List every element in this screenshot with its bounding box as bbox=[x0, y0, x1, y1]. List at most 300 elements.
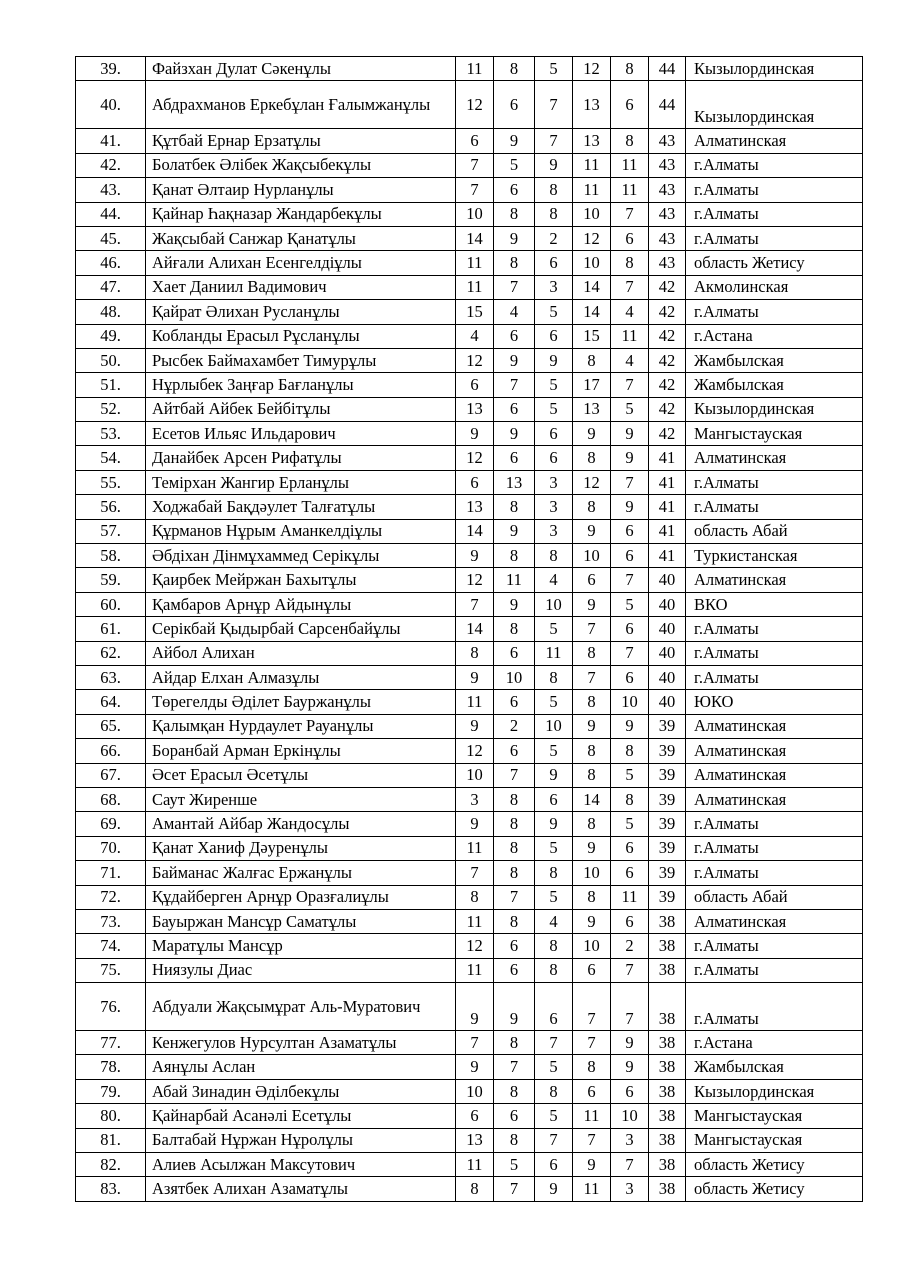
participant-name: Есетов Ильяс Ильдарович bbox=[146, 422, 456, 446]
row-number: 52. bbox=[76, 397, 146, 421]
task-score-2: 9 bbox=[494, 592, 535, 616]
table-row bbox=[76, 397, 863, 421]
task-score-4: 11 bbox=[573, 153, 611, 177]
region: Туркистанская bbox=[686, 544, 863, 568]
row-number: 60. bbox=[76, 592, 146, 616]
task-score-5: 10 bbox=[611, 690, 649, 714]
row-number: 73. bbox=[76, 909, 146, 933]
task-score-5: 11 bbox=[611, 324, 649, 348]
table-row bbox=[76, 544, 863, 568]
task-score-4: 8 bbox=[573, 763, 611, 787]
task-score-2: 9 bbox=[494, 983, 535, 1031]
table-row bbox=[76, 592, 863, 616]
region: г.Алматы bbox=[686, 153, 863, 177]
task-score-3: 3 bbox=[535, 470, 573, 494]
total-score: 42 bbox=[649, 397, 686, 421]
total-score: 40 bbox=[649, 592, 686, 616]
region: г.Алматы bbox=[686, 983, 863, 1031]
total-score: 40 bbox=[649, 617, 686, 641]
task-score-2: 6 bbox=[494, 739, 535, 763]
row-number: 49. bbox=[76, 324, 146, 348]
task-score-3: 9 bbox=[535, 348, 573, 372]
task-score-5: 7 bbox=[611, 641, 649, 665]
total-score: 44 bbox=[649, 81, 686, 129]
total-score: 39 bbox=[649, 787, 686, 811]
task-score-1: 10 bbox=[456, 202, 494, 226]
task-score-2: 8 bbox=[494, 861, 535, 885]
participant-name: Азятбек Алихан Азаматұлы bbox=[146, 1177, 456, 1201]
task-score-1: 11 bbox=[456, 958, 494, 982]
task-score-1: 14 bbox=[456, 519, 494, 543]
total-score: 39 bbox=[649, 812, 686, 836]
table-row bbox=[76, 81, 863, 129]
row-number: 53. bbox=[76, 422, 146, 446]
task-score-1: 14 bbox=[456, 617, 494, 641]
table-row bbox=[76, 787, 863, 811]
task-score-5: 6 bbox=[611, 544, 649, 568]
task-score-2: 8 bbox=[494, 909, 535, 933]
task-score-3: 9 bbox=[535, 763, 573, 787]
row-number: 64. bbox=[76, 690, 146, 714]
task-score-3: 3 bbox=[535, 519, 573, 543]
table-row bbox=[76, 57, 863, 81]
table-row bbox=[76, 1055, 863, 1079]
task-score-1: 6 bbox=[456, 470, 494, 494]
task-score-3: 6 bbox=[535, 446, 573, 470]
task-score-2: 10 bbox=[494, 665, 535, 689]
task-score-1: 7 bbox=[456, 592, 494, 616]
task-score-1: 9 bbox=[456, 422, 494, 446]
task-score-1: 8 bbox=[456, 885, 494, 909]
task-score-2: 8 bbox=[494, 1031, 535, 1055]
task-score-4: 8 bbox=[573, 739, 611, 763]
task-score-5: 9 bbox=[611, 422, 649, 446]
row-number: 75. bbox=[76, 958, 146, 982]
total-score: 38 bbox=[649, 1104, 686, 1128]
total-score: 39 bbox=[649, 714, 686, 738]
total-score: 38 bbox=[649, 1153, 686, 1177]
task-score-4: 10 bbox=[573, 861, 611, 885]
task-score-1: 12 bbox=[456, 348, 494, 372]
table-row bbox=[76, 519, 863, 543]
task-score-1: 13 bbox=[456, 397, 494, 421]
participant-name: Құтбай Ернар Ерзатұлы bbox=[146, 129, 456, 153]
table-row bbox=[76, 153, 863, 177]
row-number: 67. bbox=[76, 763, 146, 787]
task-score-4: 9 bbox=[573, 592, 611, 616]
task-score-5: 5 bbox=[611, 763, 649, 787]
task-score-5: 8 bbox=[611, 787, 649, 811]
task-score-5: 6 bbox=[611, 836, 649, 860]
participant-name: Саут Жиренше bbox=[146, 787, 456, 811]
participant-name: Серікбай Қыдырбай Сарсенбайұлы bbox=[146, 617, 456, 641]
task-score-1: 9 bbox=[456, 983, 494, 1031]
task-score-2: 13 bbox=[494, 470, 535, 494]
task-score-3: 5 bbox=[535, 1104, 573, 1128]
task-score-4: 9 bbox=[573, 422, 611, 446]
task-score-3: 11 bbox=[535, 641, 573, 665]
task-score-2: 6 bbox=[494, 958, 535, 982]
table-row bbox=[76, 958, 863, 982]
participant-name: Қайнар Һақназар Жандарбекұлы bbox=[146, 202, 456, 226]
task-score-5: 7 bbox=[611, 1153, 649, 1177]
task-score-1: 11 bbox=[456, 1153, 494, 1177]
task-score-3: 8 bbox=[535, 202, 573, 226]
task-score-3: 6 bbox=[535, 983, 573, 1031]
region: область Жетису bbox=[686, 251, 863, 275]
row-number: 56. bbox=[76, 495, 146, 519]
task-score-5: 7 bbox=[611, 275, 649, 299]
row-number: 76. bbox=[76, 983, 146, 1031]
total-score: 38 bbox=[649, 1128, 686, 1152]
participant-name: Қайнарбай Асанәлі Есетұлы bbox=[146, 1104, 456, 1128]
total-score: 42 bbox=[649, 373, 686, 397]
row-number: 72. bbox=[76, 885, 146, 909]
task-score-2: 7 bbox=[494, 1177, 535, 1201]
participant-name: Айғали Алихан Есенгелдіұлы bbox=[146, 251, 456, 275]
participant-name: Рысбек Баймахамбет Тимурұлы bbox=[146, 348, 456, 372]
task-score-5: 3 bbox=[611, 1177, 649, 1201]
table-row bbox=[76, 1177, 863, 1201]
task-score-4: 8 bbox=[573, 690, 611, 714]
task-score-1: 12 bbox=[456, 568, 494, 592]
task-score-2: 7 bbox=[494, 1055, 535, 1079]
total-score: 43 bbox=[649, 202, 686, 226]
row-number: 74. bbox=[76, 934, 146, 958]
task-score-3: 9 bbox=[535, 1177, 573, 1201]
task-score-4: 8 bbox=[573, 446, 611, 470]
task-score-3: 5 bbox=[535, 885, 573, 909]
participant-name: Әбдіхан Дінмұхаммед Серікұлы bbox=[146, 544, 456, 568]
table-row bbox=[76, 226, 863, 250]
task-score-4: 6 bbox=[573, 958, 611, 982]
task-score-1: 12 bbox=[456, 81, 494, 129]
region: ВКО bbox=[686, 592, 863, 616]
task-score-4: 7 bbox=[573, 617, 611, 641]
task-score-3: 6 bbox=[535, 422, 573, 446]
row-number: 54. bbox=[76, 446, 146, 470]
task-score-1: 11 bbox=[456, 690, 494, 714]
table-row bbox=[76, 129, 863, 153]
total-score: 38 bbox=[649, 958, 686, 982]
table-row bbox=[76, 617, 863, 641]
total-score: 39 bbox=[649, 739, 686, 763]
total-score: 39 bbox=[649, 885, 686, 909]
participant-name: Құрманов Нұрым Аманкелдіұлы bbox=[146, 519, 456, 543]
task-score-3: 5 bbox=[535, 739, 573, 763]
region: Кызылординская bbox=[686, 81, 863, 129]
task-score-2: 8 bbox=[494, 1079, 535, 1103]
task-score-3: 8 bbox=[535, 665, 573, 689]
total-score: 43 bbox=[649, 153, 686, 177]
task-score-2: 5 bbox=[494, 1153, 535, 1177]
row-number: 41. bbox=[76, 129, 146, 153]
table-row bbox=[76, 983, 863, 1031]
total-score: 38 bbox=[649, 934, 686, 958]
task-score-5: 8 bbox=[611, 57, 649, 81]
total-score: 42 bbox=[649, 422, 686, 446]
row-number: 50. bbox=[76, 348, 146, 372]
region: Кызылординская bbox=[686, 1079, 863, 1103]
row-number: 58. bbox=[76, 544, 146, 568]
task-score-3: 8 bbox=[535, 861, 573, 885]
region: г.Алматы bbox=[686, 617, 863, 641]
table-row bbox=[76, 739, 863, 763]
task-score-4: 13 bbox=[573, 129, 611, 153]
region: Алматинская bbox=[686, 714, 863, 738]
table-row bbox=[76, 251, 863, 275]
task-score-2: 8 bbox=[494, 812, 535, 836]
task-score-4: 8 bbox=[573, 812, 611, 836]
total-score: 38 bbox=[649, 983, 686, 1031]
region: г.Алматы bbox=[686, 495, 863, 519]
task-score-3: 8 bbox=[535, 544, 573, 568]
task-score-5: 8 bbox=[611, 251, 649, 275]
task-score-3: 10 bbox=[535, 592, 573, 616]
task-score-3: 7 bbox=[535, 129, 573, 153]
region: г.Алматы bbox=[686, 202, 863, 226]
row-number: 39. bbox=[76, 57, 146, 81]
task-score-1: 8 bbox=[456, 641, 494, 665]
table-row bbox=[76, 812, 863, 836]
task-score-2: 4 bbox=[494, 300, 535, 324]
task-score-4: 8 bbox=[573, 641, 611, 665]
task-score-1: 11 bbox=[456, 836, 494, 860]
task-score-2: 7 bbox=[494, 275, 535, 299]
task-score-2: 8 bbox=[494, 251, 535, 275]
task-score-4: 7 bbox=[573, 983, 611, 1031]
participant-name: Маратұлы Мансұр bbox=[146, 934, 456, 958]
region: Мангыстауская bbox=[686, 1128, 863, 1152]
task-score-1: 6 bbox=[456, 1104, 494, 1128]
task-score-3: 5 bbox=[535, 300, 573, 324]
task-score-5: 11 bbox=[611, 885, 649, 909]
task-score-1: 13 bbox=[456, 1128, 494, 1152]
row-number: 59. bbox=[76, 568, 146, 592]
task-score-2: 6 bbox=[494, 690, 535, 714]
task-score-2: 9 bbox=[494, 519, 535, 543]
task-score-2: 6 bbox=[494, 1104, 535, 1128]
participant-name: Қаирбек Мейржан Бахытұлы bbox=[146, 568, 456, 592]
region: Кызылординская bbox=[686, 57, 863, 81]
participant-name: Қамбаров Арнұр Айдынұлы bbox=[146, 592, 456, 616]
region: Алматинская bbox=[686, 568, 863, 592]
task-score-4: 7 bbox=[573, 1031, 611, 1055]
task-score-4: 14 bbox=[573, 787, 611, 811]
row-number: 44. bbox=[76, 202, 146, 226]
task-score-4: 8 bbox=[573, 885, 611, 909]
task-score-4: 12 bbox=[573, 226, 611, 250]
total-score: 40 bbox=[649, 568, 686, 592]
task-score-2: 7 bbox=[494, 763, 535, 787]
row-number: 63. bbox=[76, 665, 146, 689]
task-score-4: 10 bbox=[573, 202, 611, 226]
region: Алматинская bbox=[686, 446, 863, 470]
task-score-5: 5 bbox=[611, 812, 649, 836]
task-score-2: 6 bbox=[494, 397, 535, 421]
task-score-5: 4 bbox=[611, 348, 649, 372]
task-score-5: 7 bbox=[611, 983, 649, 1031]
region: г.Алматы bbox=[686, 958, 863, 982]
task-score-3: 7 bbox=[535, 1128, 573, 1152]
total-score: 39 bbox=[649, 861, 686, 885]
row-number: 69. bbox=[76, 812, 146, 836]
task-score-5: 2 bbox=[611, 934, 649, 958]
total-score: 38 bbox=[649, 909, 686, 933]
task-score-5: 6 bbox=[611, 665, 649, 689]
task-score-1: 6 bbox=[456, 373, 494, 397]
task-score-1: 10 bbox=[456, 1079, 494, 1103]
task-score-3: 8 bbox=[535, 934, 573, 958]
task-score-1: 11 bbox=[456, 275, 494, 299]
task-score-5: 6 bbox=[611, 226, 649, 250]
task-score-5: 5 bbox=[611, 397, 649, 421]
region: г.Алматы bbox=[686, 836, 863, 860]
task-score-2: 8 bbox=[494, 495, 535, 519]
task-score-1: 12 bbox=[456, 934, 494, 958]
task-score-4: 8 bbox=[573, 495, 611, 519]
participant-name: Бауыржан Мансұр Саматұлы bbox=[146, 909, 456, 933]
table-row bbox=[76, 275, 863, 299]
participant-name: Қалымқан Нурдаулет Рауанұлы bbox=[146, 714, 456, 738]
table-row bbox=[76, 909, 863, 933]
region: г.Алматы bbox=[686, 470, 863, 494]
task-score-2: 8 bbox=[494, 836, 535, 860]
participant-name: Нұрлыбек Заңғар Бағланұлы bbox=[146, 373, 456, 397]
table-row bbox=[76, 934, 863, 958]
task-score-5: 7 bbox=[611, 202, 649, 226]
table-row bbox=[76, 178, 863, 202]
row-number: 77. bbox=[76, 1031, 146, 1055]
table-body bbox=[76, 57, 863, 1202]
task-score-1: 3 bbox=[456, 787, 494, 811]
row-number: 46. bbox=[76, 251, 146, 275]
task-score-3: 4 bbox=[535, 909, 573, 933]
task-score-2: 11 bbox=[494, 568, 535, 592]
task-score-2: 6 bbox=[494, 641, 535, 665]
task-score-2: 9 bbox=[494, 348, 535, 372]
task-score-5: 7 bbox=[611, 568, 649, 592]
task-score-3: 5 bbox=[535, 836, 573, 860]
total-score: 42 bbox=[649, 300, 686, 324]
task-score-2: 6 bbox=[494, 446, 535, 470]
task-score-1: 11 bbox=[456, 251, 494, 275]
row-number: 66. bbox=[76, 739, 146, 763]
row-number: 48. bbox=[76, 300, 146, 324]
task-score-5: 11 bbox=[611, 153, 649, 177]
participant-name: Ходжабай Бақдәулет Талғатұлы bbox=[146, 495, 456, 519]
task-score-3: 10 bbox=[535, 714, 573, 738]
results-page bbox=[75, 56, 862, 1202]
task-score-4: 17 bbox=[573, 373, 611, 397]
task-score-2: 9 bbox=[494, 129, 535, 153]
table-row bbox=[76, 1079, 863, 1103]
region: г.Алматы bbox=[686, 178, 863, 202]
task-score-1: 15 bbox=[456, 300, 494, 324]
task-score-5: 6 bbox=[611, 861, 649, 885]
table-row bbox=[76, 446, 863, 470]
task-score-4: 8 bbox=[573, 1055, 611, 1079]
total-score: 42 bbox=[649, 348, 686, 372]
row-number: 78. bbox=[76, 1055, 146, 1079]
task-score-1: 9 bbox=[456, 544, 494, 568]
table-row bbox=[76, 1104, 863, 1128]
row-number: 82. bbox=[76, 1153, 146, 1177]
task-score-5: 7 bbox=[611, 470, 649, 494]
row-number: 71. bbox=[76, 861, 146, 885]
task-score-3: 8 bbox=[535, 958, 573, 982]
participant-name: Хает Даниил Вадимович bbox=[146, 275, 456, 299]
total-score: 38 bbox=[649, 1055, 686, 1079]
table-row bbox=[76, 300, 863, 324]
table-row bbox=[76, 324, 863, 348]
participant-name: Абдрахманов Еркебұлан Ғалымжанұлы bbox=[146, 81, 456, 129]
task-score-4: 15 bbox=[573, 324, 611, 348]
total-score: 40 bbox=[649, 690, 686, 714]
table-row bbox=[76, 495, 863, 519]
task-score-5: 9 bbox=[611, 1055, 649, 1079]
task-score-5: 4 bbox=[611, 300, 649, 324]
row-number: 51. bbox=[76, 373, 146, 397]
task-score-5: 11 bbox=[611, 178, 649, 202]
row-number: 57. bbox=[76, 519, 146, 543]
table-row bbox=[76, 422, 863, 446]
total-score: 38 bbox=[649, 1031, 686, 1055]
total-score: 43 bbox=[649, 129, 686, 153]
total-score: 41 bbox=[649, 495, 686, 519]
task-score-5: 6 bbox=[611, 617, 649, 641]
task-score-2: 6 bbox=[494, 934, 535, 958]
region: г.Алматы bbox=[686, 665, 863, 689]
task-score-5: 7 bbox=[611, 373, 649, 397]
task-score-4: 7 bbox=[573, 665, 611, 689]
participant-name: Төрегелды Әділет Бауржанұлы bbox=[146, 690, 456, 714]
task-score-5: 6 bbox=[611, 519, 649, 543]
task-score-1: 7 bbox=[456, 153, 494, 177]
region: г.Алматы bbox=[686, 812, 863, 836]
task-score-3: 8 bbox=[535, 1079, 573, 1103]
region: Алматинская bbox=[686, 787, 863, 811]
participant-name: Амантай Айбар Жандосұлы bbox=[146, 812, 456, 836]
table-row bbox=[76, 763, 863, 787]
task-score-5: 9 bbox=[611, 714, 649, 738]
task-score-1: 7 bbox=[456, 861, 494, 885]
task-score-2: 8 bbox=[494, 617, 535, 641]
region: Мангыстауская bbox=[686, 1104, 863, 1128]
task-score-2: 8 bbox=[494, 787, 535, 811]
row-number: 80. bbox=[76, 1104, 146, 1128]
participant-name: Құдайберген Арнұр Оразғалиұлы bbox=[146, 885, 456, 909]
region: Алматинская bbox=[686, 739, 863, 763]
task-score-2: 2 bbox=[494, 714, 535, 738]
total-score: 43 bbox=[649, 178, 686, 202]
participant-name: Қанат Әлтаир Нурланұлы bbox=[146, 178, 456, 202]
task-score-5: 10 bbox=[611, 1104, 649, 1128]
participant-name: Айбол Алихан bbox=[146, 641, 456, 665]
table-row bbox=[76, 641, 863, 665]
task-score-5: 8 bbox=[611, 129, 649, 153]
task-score-2: 8 bbox=[494, 1128, 535, 1152]
table-row bbox=[76, 714, 863, 738]
task-score-3: 5 bbox=[535, 617, 573, 641]
region: Жамбылская bbox=[686, 1055, 863, 1079]
task-score-3: 5 bbox=[535, 57, 573, 81]
row-number: 81. bbox=[76, 1128, 146, 1152]
region: г.Астана bbox=[686, 324, 863, 348]
results-table bbox=[75, 56, 863, 1202]
participant-name: Кенжегулов Нурсултан Азаматұлы bbox=[146, 1031, 456, 1055]
task-score-5: 3 bbox=[611, 1128, 649, 1152]
